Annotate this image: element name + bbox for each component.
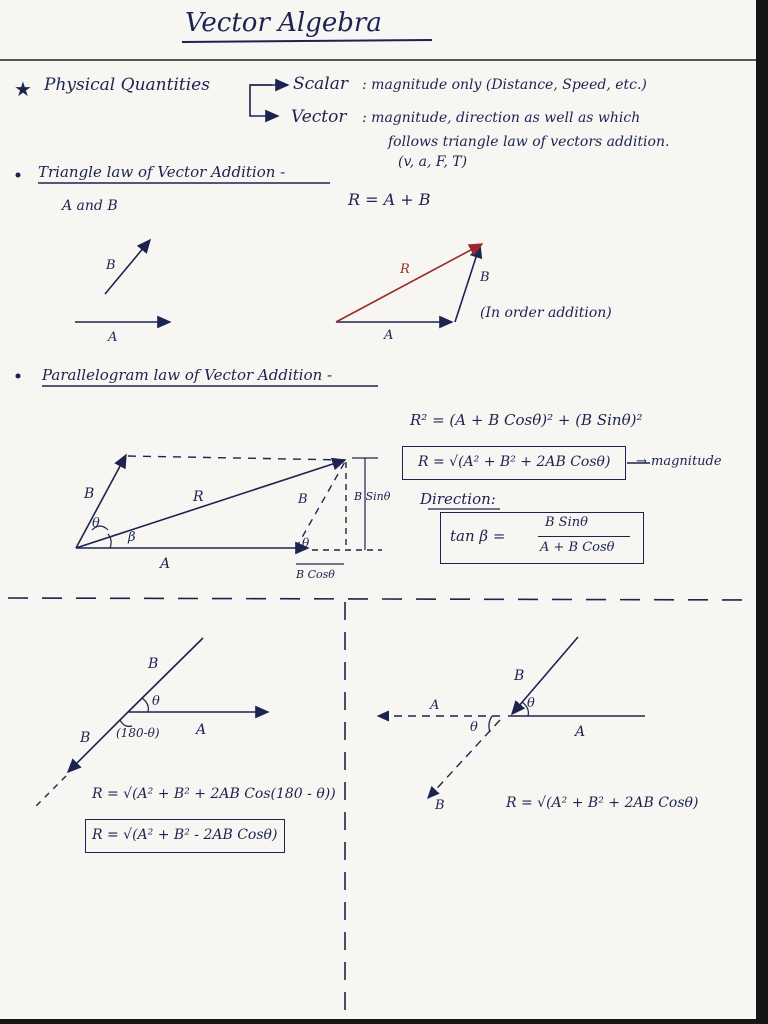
- magnitude-label: → magnitude: [636, 454, 722, 469]
- bcos-label: B Cosθ: [296, 568, 335, 581]
- scalar-description: : magnitude only (Distance, Speed, etc.): [362, 77, 647, 93]
- magnitude-formula: R = √(A² + B² + 2AB Cosθ): [418, 454, 611, 470]
- left-label-b: B: [148, 656, 159, 672]
- right-label-neg-b: B: [435, 798, 445, 813]
- para-label-b: B: [84, 486, 95, 502]
- right-neg-b-arrow: [428, 720, 500, 798]
- vector-examples: (v, a, F, T): [398, 154, 468, 170]
- para-top-dashed: [128, 456, 345, 460]
- vector-description-1: : magnitude, direction as well as which: [362, 110, 641, 126]
- para-label-theta: θ: [92, 516, 100, 531]
- left-label-angle: (180-θ): [116, 726, 160, 740]
- triangle-subheading: A and B: [62, 198, 118, 214]
- page-bottom-edge: [0, 1019, 768, 1024]
- scalar-label: Scalar: [293, 74, 349, 94]
- label-r: R: [400, 262, 410, 277]
- label-a: A: [108, 330, 118, 345]
- in-order-note: (In order addition): [480, 305, 612, 321]
- right-label-theta2: θ: [470, 720, 478, 735]
- left-theta-arc: [142, 698, 148, 712]
- para-label-r: R: [193, 489, 204, 505]
- left-neg-b-arrow: [68, 712, 128, 772]
- vector-description-2: follows triangle law of vectors addition.: [388, 134, 670, 150]
- triangle-r-arrow: [336, 244, 482, 322]
- r-squared-formula: R² = (A + B Cosθ)² + (B Sinθ)²: [410, 411, 643, 429]
- left-label-a: A: [196, 722, 207, 738]
- parallelogram-heading: Parallelogram law of Vector Addition -: [42, 366, 333, 384]
- direction-label: Direction:: [420, 490, 496, 508]
- triangle-label-a: A: [384, 328, 394, 343]
- right-label-b: B: [514, 668, 525, 684]
- para-label-theta2: θ: [302, 536, 310, 550]
- triangle-label-b: B: [480, 270, 490, 285]
- right-label-a: A: [575, 724, 586, 740]
- para-label-beta: β: [128, 530, 136, 545]
- fraction-bar: [538, 536, 630, 537]
- left-b-line: [128, 638, 203, 712]
- star-icon: ★: [14, 77, 32, 101]
- right-label-theta: θ: [527, 696, 535, 711]
- tan-numerator: B Sinθ: [545, 515, 588, 530]
- bullet-icon: [16, 173, 21, 178]
- title-underline: [182, 40, 432, 42]
- para-label-b-side: B: [298, 492, 308, 507]
- left-dashed-extension: [34, 776, 66, 808]
- right-theta2-arc: [489, 716, 492, 732]
- triangle-formula: R = A + B: [348, 190, 431, 209]
- left-label-theta: θ: [152, 694, 160, 709]
- right-label-neg-a: A: [430, 698, 440, 713]
- triangle-heading: Triangle law of Vector Addition -: [38, 163, 286, 181]
- vector-label: Vector: [291, 107, 347, 127]
- tan-denominator: A + B Cosθ: [540, 540, 615, 555]
- tan-lhs: tan β =: [450, 527, 506, 545]
- para-label-a: A: [160, 556, 171, 572]
- page-title: Vector Algebra: [185, 8, 382, 38]
- label-b: B: [106, 258, 116, 273]
- bullet-icon: [16, 374, 21, 379]
- right-formula: R = √(A² + B² + 2AB Cosθ): [506, 795, 699, 811]
- bracket-arrow-vector: [250, 85, 278, 116]
- section-divider: [8, 598, 760, 600]
- left-label-neg-b: B: [80, 730, 91, 746]
- page-edge-shadow: [756, 0, 768, 1024]
- physical-quantities-label: Physical Quantities: [44, 75, 210, 95]
- left-formula-2: R = √(A² + B² - 2AB Cosθ): [92, 827, 278, 843]
- left-formula-1: R = √(A² + B² + 2AB Cos(180 - θ)): [92, 786, 336, 802]
- bsin-label: B Sinθ: [354, 490, 391, 503]
